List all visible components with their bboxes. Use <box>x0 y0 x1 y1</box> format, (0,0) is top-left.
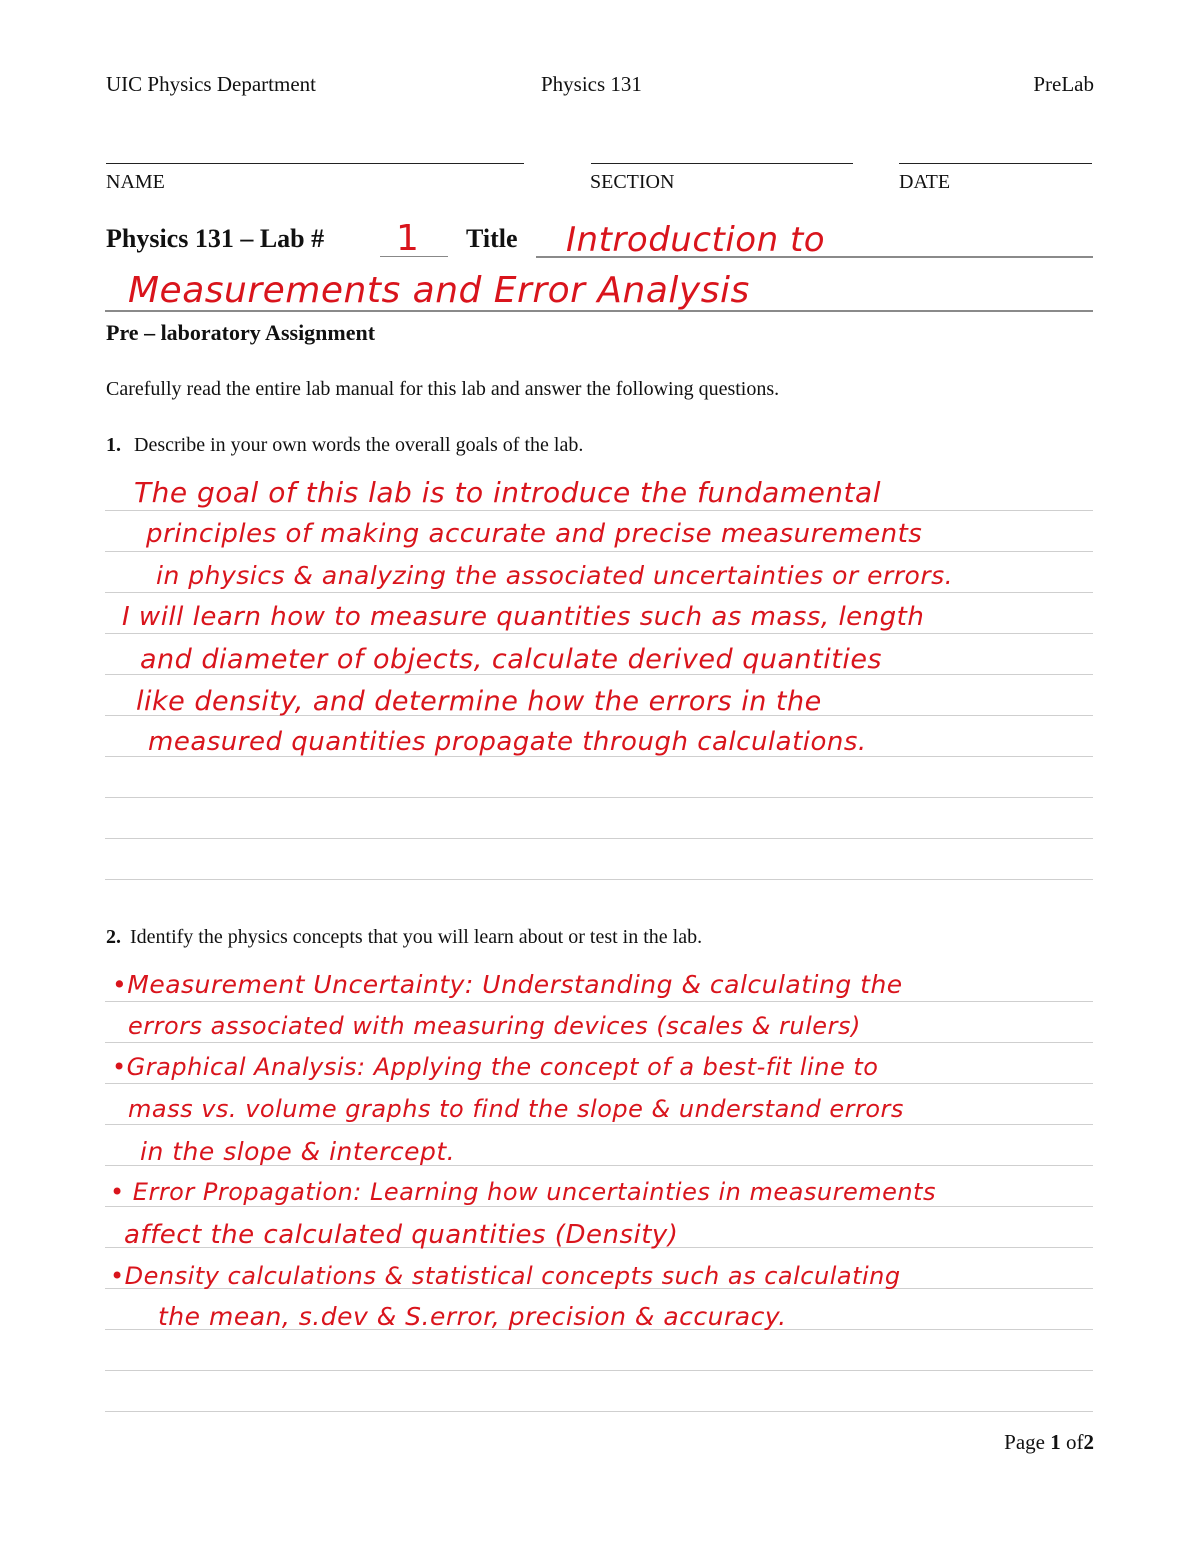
answer-rule <box>105 1206 1093 1207</box>
date-label: DATE <box>899 171 951 193</box>
lab-number-label: Physics 131 – Lab # <box>106 224 325 253</box>
title-line-1: Introduction to <box>566 220 826 260</box>
header-left: UIC Physics Department <box>106 72 316 96</box>
answer-rule <box>105 1370 1093 1371</box>
total-pages: 2 <box>1083 1430 1094 1454</box>
answer-rule <box>105 1411 1093 1412</box>
instructions-text: Carefully read the entire lab manual for this lab and answer the following questions. <box>106 378 780 400</box>
answer-1-line: principles of making accurate and precise measurements <box>146 519 923 549</box>
answer-1-line: measured quantities propagate through calculations. <box>148 727 867 757</box>
answer-2-line: the mean, s.dev & S.error, precision & accuracy. <box>158 1302 787 1331</box>
answer-2-line: mass vs. volume graphs to find the slope & understand errors <box>128 1095 904 1123</box>
answer-rule <box>105 879 1093 880</box>
page-word: Page <box>1004 1430 1045 1454</box>
answer-rule <box>105 510 1093 511</box>
header-center: Physics 131 <box>541 72 642 96</box>
assignment-heading: Pre – laboratory Assignment <box>106 320 376 345</box>
answer-1-line: like density, and determine how the errors in the <box>136 686 822 717</box>
question-1-text: Describe in your own words the overall goals of the lab. <box>134 434 584 456</box>
answer-rule <box>105 797 1093 798</box>
section-blank[interactable] <box>591 163 853 164</box>
name-blank[interactable] <box>106 163 524 164</box>
question-1-number: 1. <box>106 434 121 456</box>
answer-2-line: affect the calculated quantities (Density) <box>124 1220 679 1250</box>
question-2-number: 2. <box>106 926 121 948</box>
answer-1-line: I will learn how to measure quantities such as mass, length <box>122 602 925 632</box>
header-right: PreLab <box>1033 72 1094 96</box>
title-line-2: Measurements and Error Analysis <box>128 270 750 311</box>
answer-rule <box>105 592 1093 593</box>
answer-2-line: •Measurement Uncertainty: Understanding & calculating the <box>112 970 903 999</box>
answer-1-line: The goal of this lab is to introduce the fundamental <box>134 476 881 509</box>
answer-1-line: and diameter of objects, calculate derived quantities <box>140 644 882 675</box>
answer-rule <box>105 633 1093 634</box>
answer-rule <box>105 838 1093 839</box>
answer-rule <box>105 1083 1093 1084</box>
of-word: of <box>1066 1430 1084 1454</box>
answer-2-line: in the slope & intercept. <box>140 1137 456 1166</box>
answer-2-line: •Density calculations & statistical concepts such as calculating <box>110 1262 901 1290</box>
answer-rule <box>105 1124 1093 1125</box>
answer-rule <box>105 1042 1093 1043</box>
date-blank[interactable] <box>899 163 1092 164</box>
title-label: Title <box>466 224 518 253</box>
lab-number-value: 1 <box>396 218 420 259</box>
answer-1-line: in physics & analyzing the associated uncertainties or errors. <box>156 561 954 590</box>
answer-2-line: • Error Propagation: Learning how uncertainties in measurements <box>110 1178 936 1206</box>
answer-rule <box>105 1001 1093 1002</box>
answer-2-line: errors associated with measuring devices (scales & rulers) <box>128 1012 861 1040</box>
current-page: 1 <box>1050 1430 1061 1454</box>
section-label: SECTION <box>590 171 675 193</box>
name-label: NAME <box>106 171 165 193</box>
page-indicator <box>1004 1430 1094 1455</box>
answer-rule <box>105 551 1093 552</box>
answer-2-line: •Graphical Analysis: Applying the concept of a best-fit line to <box>112 1053 879 1081</box>
question-2-text: Identify the physics concepts that you will learn about or test in the lab. <box>130 926 703 948</box>
